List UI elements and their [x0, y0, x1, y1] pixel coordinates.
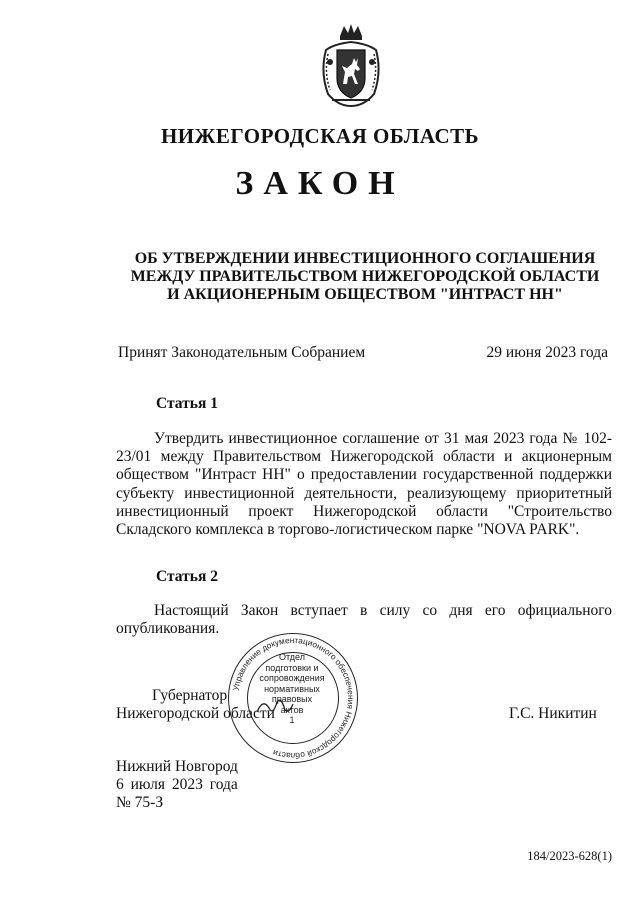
article-2-text: Настоящий Закон вступает в силу со дня его официального опубликования.	[116, 602, 612, 638]
signatory-position-line1: Губернатор	[152, 687, 228, 704]
article-1-heading: Статья 1	[156, 395, 218, 412]
signatory-name: Г.С. Никитин	[509, 705, 597, 722]
stamp-line: правовых	[271, 694, 313, 704]
stamp-line: Отдел	[278, 652, 306, 662]
document-registration-code: 184/2023-628(1)	[527, 849, 612, 863]
stamp-line: сопровождения	[259, 673, 325, 683]
law-title-line: ОБ УТВЕРЖДЕНИИ ИНВЕСТИЦИОННОГО СОГЛАШЕНИЯ	[134, 250, 596, 267]
law-title-line: МЕЖДУ ПРАВИТЕЛЬСТВОМ НИЖЕГОРОДСКОЙ ОБЛАСТИ	[130, 268, 600, 285]
law-title	[120, 250, 610, 304]
stamp-outer-text: Управление документационного обеспечения Нижегородской области	[230, 634, 357, 762]
law-title-line: И АКЦИОНЕРНЫМ ОБЩЕСТВОМ "ИНТРАСТ НН"	[167, 286, 563, 303]
document-type-heading: ЗАКОН	[235, 165, 405, 202]
issue-date: 6 июля 2023 года	[116, 776, 238, 793]
article-2-heading: Статья 2	[156, 568, 218, 585]
article-1-text: Утвердить инвестиционное соглашение от 31 мая 2023 года № 102-23/01 между Правительством Нижегородской области и акционерным обществом "Интраст НН" о предоставлении государственной поддержки субъекту инвестиционной деятельности, реализующему приоритетный инвестиционный проект Нижегородской области "Строительство Складского комплекса в торгово-логистическом парке "NOVA PARK".	[116, 430, 612, 539]
issue-city: Нижний Новгород	[116, 758, 238, 775]
adopted-date: 29 июня 2023 года	[486, 344, 608, 361]
region-heading: НИЖЕГОРОДСКАЯ ОБЛАСТЬ	[160, 124, 480, 148]
stamp-line: 1	[289, 715, 295, 725]
law-number: № 75-З	[116, 794, 164, 811]
coat-of-arms-emblem	[318, 22, 384, 108]
adopted-by-text: Принят Законодательным Собранием	[118, 344, 366, 361]
signatory-position-line2: Нижегородской области	[116, 705, 275, 722]
stamp-line: подготовки и	[265, 662, 319, 673]
stamp-inner-text	[252, 652, 332, 726]
stamp-line: актов	[280, 704, 304, 715]
stamp-line: нормативных	[264, 683, 320, 694]
